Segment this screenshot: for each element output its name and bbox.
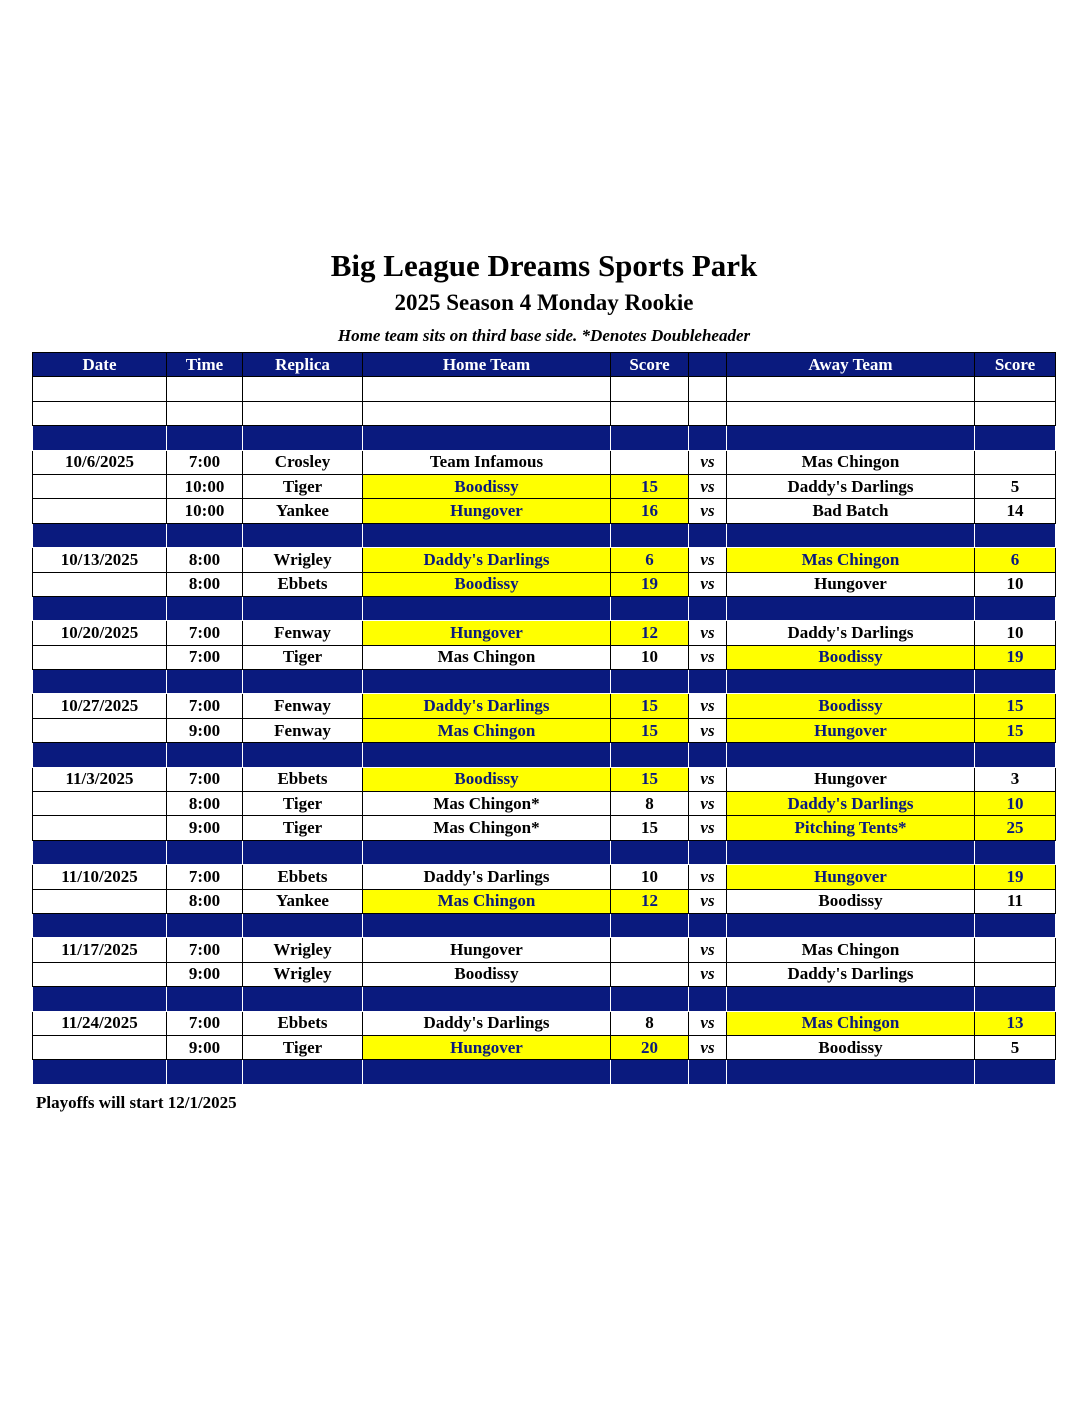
replica-cell (243, 840, 363, 864)
time-cell: 8:00 (167, 572, 243, 596)
vs-cell: vs (689, 865, 727, 889)
home-team-cell: Mas Chingon (363, 889, 611, 913)
date-cell (33, 743, 167, 767)
date-cell: 11/10/2025 (33, 865, 167, 889)
away-team-cell: Mas Chingon (727, 938, 975, 962)
date-cell (33, 913, 167, 937)
vs-cell (689, 1060, 727, 1084)
away-score-cell: 10 (975, 621, 1056, 645)
game-row (33, 621, 1056, 645)
date-cell: 10/27/2025 (33, 694, 167, 718)
vs-cell (689, 913, 727, 937)
date-cell (33, 962, 167, 986)
away-team-cell (727, 401, 975, 425)
away-team-cell: Boodissy (727, 694, 975, 718)
home-team-cell (363, 913, 611, 937)
vs-cell (689, 523, 727, 547)
vs-cell: vs (689, 889, 727, 913)
home-score-cell: 15 (611, 694, 689, 718)
away-team-cell (727, 1060, 975, 1084)
vs-cell: vs (689, 938, 727, 962)
away-score-cell (975, 1060, 1056, 1084)
separator-row (33, 670, 1056, 694)
home-team-cell (363, 840, 611, 864)
time-cell (167, 1060, 243, 1084)
home-team-cell: Boodissy (363, 474, 611, 498)
away-team-cell (727, 670, 975, 694)
date-cell (33, 670, 167, 694)
away-team-cell: Hungover (727, 572, 975, 596)
vs-cell: vs (689, 816, 727, 840)
home-score-cell (611, 377, 689, 401)
home-score-cell: 15 (611, 767, 689, 791)
replica-cell: Wrigley (243, 962, 363, 986)
replica-cell: Ebbets (243, 865, 363, 889)
game-row (33, 548, 1056, 572)
vs-cell: vs (689, 548, 727, 572)
home-score-cell: 15 (611, 474, 689, 498)
replica-cell: Fenway (243, 621, 363, 645)
away-team-cell (727, 913, 975, 937)
page-title: Big League Dreams Sports Park (330, 248, 758, 283)
vs-cell: vs (689, 474, 727, 498)
home-score-cell (611, 1060, 689, 1084)
home-score-cell (611, 523, 689, 547)
time-cell: 9:00 (167, 1035, 243, 1059)
vs-cell: vs (689, 621, 727, 645)
home-team-cell: Hungover (363, 621, 611, 645)
away-team-cell: Daddy's Darlings (727, 621, 975, 645)
home-score-cell (611, 670, 689, 694)
home-score-cell: 6 (611, 548, 689, 572)
home-score-cell: 10 (611, 865, 689, 889)
away-team-cell: Boodissy (727, 889, 975, 913)
date-cell (33, 1035, 167, 1059)
date-cell (33, 889, 167, 913)
separator-row (33, 840, 1056, 864)
vs-cell (689, 426, 727, 450)
time-cell: 9:00 (167, 718, 243, 742)
away-score-cell (975, 962, 1056, 986)
date-cell (33, 816, 167, 840)
replica-cell: Tiger (243, 645, 363, 669)
away-score-cell (975, 987, 1056, 1011)
header-time: Time (167, 353, 243, 377)
time-cell: 7:00 (167, 645, 243, 669)
home-score-cell (611, 450, 689, 474)
date-cell (33, 718, 167, 742)
vs-cell: vs (689, 694, 727, 718)
time-cell (167, 913, 243, 937)
away-score-cell: 14 (975, 499, 1056, 523)
home-team-cell (363, 401, 611, 425)
date-cell: 10/6/2025 (33, 450, 167, 474)
vs-cell (689, 743, 727, 767)
away-team-cell: Daddy's Darlings (727, 792, 975, 816)
home-score-cell: 20 (611, 1035, 689, 1059)
game-row (33, 645, 1056, 669)
game-row (33, 767, 1056, 791)
away-score-cell: 19 (975, 645, 1056, 669)
date-cell (33, 792, 167, 816)
playoffs-note: Playoffs will start 12/1/2025 (36, 1093, 237, 1112)
away-score-cell: 15 (975, 694, 1056, 718)
home-score-cell (611, 401, 689, 425)
time-cell (167, 401, 243, 425)
replica-cell: Ebbets (243, 572, 363, 596)
time-cell: 8:00 (167, 889, 243, 913)
vs-cell (689, 377, 727, 401)
header-home-score: Score (611, 353, 689, 377)
vs-cell: vs (689, 1035, 727, 1059)
replica-cell: Crosley (243, 450, 363, 474)
home-team-cell: Team Infamous (363, 450, 611, 474)
vs-cell: vs (689, 962, 727, 986)
separator-row (33, 1060, 1056, 1084)
away-team-cell: Bad Batch (727, 499, 975, 523)
date-cell (33, 474, 167, 498)
away-score-cell (975, 840, 1056, 864)
away-score-cell (975, 426, 1056, 450)
replica-cell: Fenway (243, 694, 363, 718)
replica-cell: Tiger (243, 1035, 363, 1059)
time-cell: 7:00 (167, 450, 243, 474)
date-cell: 10/13/2025 (33, 548, 167, 572)
away-score-cell (975, 377, 1056, 401)
date-cell (33, 523, 167, 547)
home-score-cell (611, 426, 689, 450)
away-team-cell: Pitching Tents* (727, 816, 975, 840)
vs-cell (689, 596, 727, 620)
game-row (33, 572, 1056, 596)
home-score-cell (611, 962, 689, 986)
replica-cell: Yankee (243, 499, 363, 523)
time-cell: 8:00 (167, 548, 243, 572)
replica-cell (243, 401, 363, 425)
replica-cell: Tiger (243, 792, 363, 816)
home-team-cell (363, 377, 611, 401)
game-row (33, 889, 1056, 913)
replica-cell (243, 596, 363, 620)
vs-cell (689, 401, 727, 425)
home-score-cell: 15 (611, 816, 689, 840)
game-row (33, 474, 1056, 498)
header-replica: Replica (243, 353, 363, 377)
away-score-cell: 25 (975, 816, 1056, 840)
home-team-cell: Boodissy (363, 962, 611, 986)
separator-row (33, 743, 1056, 767)
away-team-cell: Mas Chingon (727, 450, 975, 474)
vs-cell (689, 840, 727, 864)
game-row (33, 718, 1056, 742)
away-team-cell (727, 523, 975, 547)
time-cell: 7:00 (167, 1011, 243, 1035)
date-cell: 10/20/2025 (33, 621, 167, 645)
game-row (33, 962, 1056, 986)
away-team-cell: Daddy's Darlings (727, 962, 975, 986)
away-score-cell: 15 (975, 718, 1056, 742)
header-home-team: Home Team (363, 353, 611, 377)
home-team-cell: Hungover (363, 1035, 611, 1059)
replica-cell (243, 987, 363, 1011)
schedule-body (33, 377, 1056, 1084)
home-team-cell (363, 670, 611, 694)
replica-cell: Wrigley (243, 548, 363, 572)
away-score-cell (975, 401, 1056, 425)
away-team-cell (727, 377, 975, 401)
time-cell: 7:00 (167, 938, 243, 962)
replica-cell (243, 743, 363, 767)
time-cell: 10:00 (167, 474, 243, 498)
home-team-cell (363, 426, 611, 450)
date-cell: 11/3/2025 (33, 767, 167, 791)
time-cell: 9:00 (167, 962, 243, 986)
replica-cell (243, 426, 363, 450)
home-score-cell: 8 (611, 792, 689, 816)
away-score-cell (975, 523, 1056, 547)
date-cell (33, 426, 167, 450)
separator-row (33, 426, 1056, 450)
time-cell (167, 987, 243, 1011)
away-team-cell: Daddy's Darlings (727, 474, 975, 498)
home-team-cell: Hungover (363, 499, 611, 523)
game-row (33, 499, 1056, 523)
home-score-cell: 16 (611, 499, 689, 523)
replica-cell: Wrigley (243, 938, 363, 962)
home-team-cell: Boodissy (363, 767, 611, 791)
game-row (33, 865, 1056, 889)
time-cell (167, 840, 243, 864)
away-team-cell: Hungover (727, 767, 975, 791)
away-score-cell (975, 596, 1056, 620)
vs-cell: vs (689, 645, 727, 669)
time-cell (167, 377, 243, 401)
home-team-cell (363, 596, 611, 620)
home-score-cell (611, 938, 689, 962)
vs-cell: vs (689, 572, 727, 596)
blank-row (33, 401, 1056, 425)
replica-cell (243, 1060, 363, 1084)
home-score-cell (611, 743, 689, 767)
vs-cell: vs (689, 767, 727, 791)
away-team-cell (727, 987, 975, 1011)
home-team-cell: Boodissy (363, 572, 611, 596)
away-team-cell (727, 743, 975, 767)
time-cell: 7:00 (167, 621, 243, 645)
date-cell (33, 987, 167, 1011)
away-team-cell: Boodissy (727, 1035, 975, 1059)
game-row (33, 816, 1056, 840)
home-team-cell: Daddy's Darlings (363, 694, 611, 718)
replica-cell: Ebbets (243, 1011, 363, 1035)
home-score-cell (611, 987, 689, 1011)
away-team-cell (727, 596, 975, 620)
home-score-cell: 19 (611, 572, 689, 596)
time-cell: 9:00 (167, 816, 243, 840)
schedule-table (32, 352, 1056, 1085)
home-team-cell: Mas Chingon* (363, 816, 611, 840)
vs-cell (689, 987, 727, 1011)
away-score-cell (975, 450, 1056, 474)
time-cell (167, 743, 243, 767)
time-cell: 10:00 (167, 499, 243, 523)
date-cell (33, 645, 167, 669)
blank-row (33, 377, 1056, 401)
away-score-cell (975, 938, 1056, 962)
home-team-cell: Mas Chingon* (363, 792, 611, 816)
away-team-cell: Mas Chingon (727, 1011, 975, 1035)
replica-cell: Tiger (243, 474, 363, 498)
schedule-note: Home team sits on third base side. *Denotes Doubleheader (337, 326, 751, 345)
away-score-cell: 11 (975, 889, 1056, 913)
replica-cell: Tiger (243, 816, 363, 840)
home-score-cell: 15 (611, 718, 689, 742)
replica-cell (243, 523, 363, 547)
replica-cell (243, 377, 363, 401)
time-cell: 7:00 (167, 767, 243, 791)
game-row (33, 1035, 1056, 1059)
vs-cell: vs (689, 499, 727, 523)
away-score-cell: 13 (975, 1011, 1056, 1035)
home-score-cell (611, 840, 689, 864)
away-score-cell (975, 913, 1056, 937)
away-score-cell: 10 (975, 572, 1056, 596)
home-team-cell: Hungover (363, 938, 611, 962)
game-row (33, 694, 1056, 718)
away-score-cell: 6 (975, 548, 1056, 572)
home-team-cell: Daddy's Darlings (363, 1011, 611, 1035)
separator-row (33, 913, 1056, 937)
home-team-cell: Mas Chingon (363, 645, 611, 669)
page-subtitle: 2025 Season 4 Monday Rookie (394, 290, 694, 315)
away-team-cell: Hungover (727, 718, 975, 742)
time-cell: 7:00 (167, 694, 243, 718)
away-score-cell (975, 743, 1056, 767)
away-score-cell (975, 670, 1056, 694)
away-score-cell: 3 (975, 767, 1056, 791)
away-score-cell: 5 (975, 1035, 1056, 1059)
away-team-cell (727, 426, 975, 450)
date-cell (33, 840, 167, 864)
vs-cell: vs (689, 718, 727, 742)
date-cell (33, 377, 167, 401)
replica-cell: Yankee (243, 889, 363, 913)
separator-row (33, 523, 1056, 547)
separator-row (33, 596, 1056, 620)
home-score-cell: 10 (611, 645, 689, 669)
replica-cell: Fenway (243, 718, 363, 742)
away-score-cell: 19 (975, 865, 1056, 889)
home-score-cell (611, 913, 689, 937)
header-date: Date (33, 353, 167, 377)
home-score-cell: 12 (611, 621, 689, 645)
game-row (33, 938, 1056, 962)
replica-cell: Ebbets (243, 767, 363, 791)
home-team-cell (363, 523, 611, 547)
home-team-cell (363, 743, 611, 767)
header-away-team: Away Team (727, 353, 975, 377)
away-team-cell (727, 840, 975, 864)
time-cell (167, 523, 243, 547)
date-cell: 11/17/2025 (33, 938, 167, 962)
date-cell (33, 1060, 167, 1084)
time-cell: 7:00 (167, 865, 243, 889)
home-team-cell (363, 987, 611, 1011)
home-score-cell (611, 596, 689, 620)
date-cell: 11/24/2025 (33, 1011, 167, 1035)
home-team-cell: Mas Chingon (363, 718, 611, 742)
away-team-cell: Boodissy (727, 645, 975, 669)
time-cell (167, 426, 243, 450)
replica-cell (243, 670, 363, 694)
vs-cell: vs (689, 1011, 727, 1035)
date-cell (33, 499, 167, 523)
home-score-cell: 8 (611, 1011, 689, 1035)
time-cell (167, 596, 243, 620)
vs-cell: vs (689, 792, 727, 816)
date-cell (33, 572, 167, 596)
header-away-score: Score (975, 353, 1056, 377)
away-team-cell: Mas Chingon (727, 548, 975, 572)
home-score-cell: 12 (611, 889, 689, 913)
separator-row (33, 987, 1056, 1011)
header-vs (689, 353, 727, 377)
home-team-cell: Daddy's Darlings (363, 865, 611, 889)
date-cell (33, 596, 167, 620)
vs-cell: vs (689, 450, 727, 474)
game-row (33, 450, 1056, 474)
game-row (33, 792, 1056, 816)
game-row (33, 1011, 1056, 1035)
home-team-cell (363, 1060, 611, 1084)
vs-cell (689, 670, 727, 694)
time-cell (167, 670, 243, 694)
date-cell (33, 401, 167, 425)
header-row (33, 353, 1056, 377)
time-cell: 8:00 (167, 792, 243, 816)
replica-cell (243, 913, 363, 937)
away-score-cell: 10 (975, 792, 1056, 816)
away-score-cell: 5 (975, 474, 1056, 498)
home-team-cell: Daddy's Darlings (363, 548, 611, 572)
away-team-cell: Hungover (727, 865, 975, 889)
